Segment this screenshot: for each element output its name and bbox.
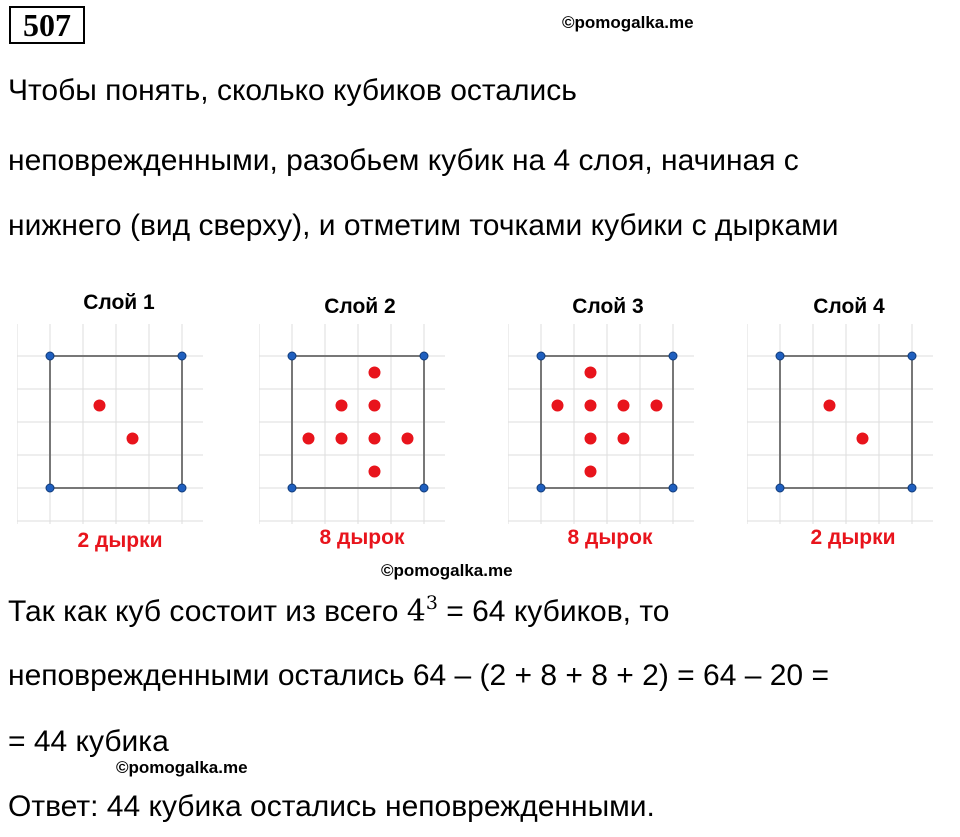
conclusion-line-2: неповрежденными остались 64 – (2 + 8 + 8 + 2) = 64 – 20 = <box>8 659 829 692</box>
corner-point <box>288 352 296 360</box>
corner-point <box>908 484 916 492</box>
corner-point <box>420 352 428 360</box>
corner-point <box>669 484 677 492</box>
hole-dot <box>303 433 315 445</box>
corner-point <box>288 484 296 492</box>
layer-2-title: Слой 2 <box>324 295 396 318</box>
hole-dot <box>585 433 597 445</box>
layer-3-grid <box>508 324 694 524</box>
corner-point <box>537 484 545 492</box>
corner-point <box>776 352 784 360</box>
hole-dot <box>369 400 381 412</box>
conclusion-line-1: Так как куб состоит из всего $4^3 = 64$ кубиков, то <box>8 592 670 629</box>
intro-line-1: Чтобы понять, сколько кубиков остались <box>8 74 577 107</box>
hole-dot <box>369 367 381 379</box>
layer-1-grid <box>17 324 203 524</box>
corner-point <box>669 352 677 360</box>
hole-dot <box>585 367 597 379</box>
layer-4-grid <box>747 324 933 524</box>
answer-line: Ответ: 44 кубика остались неповрежденными. <box>8 790 655 823</box>
layer-4-title: Слой 4 <box>813 295 885 318</box>
hole-dot <box>402 433 414 445</box>
corner-point <box>178 352 186 360</box>
conclusion-line-3: = 44 кубика <box>8 725 169 758</box>
hole-dot <box>369 466 381 478</box>
layer-1-title: Слой 1 <box>83 291 155 314</box>
watermark-bottom: ©pomogalka.me <box>116 758 248 777</box>
layer-1-holes: 2 дырки <box>77 529 163 552</box>
corner-point <box>420 484 428 492</box>
layer-2-grid <box>259 324 445 524</box>
hole-dot <box>94 400 106 412</box>
hole-dot <box>618 400 630 412</box>
intro-line-2: неповрежденными, разобьем кубик на 4 слоя, начиная с <box>8 144 799 177</box>
hole-dot <box>651 400 663 412</box>
layer-2-holes: 8 дырок <box>319 526 405 549</box>
power-exponent: 3 <box>425 592 438 614</box>
hole-dot <box>127 433 139 445</box>
corner-point <box>46 484 54 492</box>
problem-number: 507 <box>9 6 85 44</box>
hole-dot <box>336 433 348 445</box>
power-base: 4 <box>406 594 426 629</box>
layer-3-holes: 8 дырок <box>567 526 653 549</box>
corner-point <box>46 352 54 360</box>
hole-dot <box>618 433 630 445</box>
corner-point <box>776 484 784 492</box>
hole-dot <box>369 433 381 445</box>
watermark-top: ©pomogalka.me <box>562 13 694 32</box>
corner-point <box>908 352 916 360</box>
hole-dot <box>824 400 836 412</box>
hole-dot <box>585 466 597 478</box>
hole-dot <box>552 400 564 412</box>
hole-dot <box>336 400 348 412</box>
intro-line-3: нижнего (вид сверху), и отметим точками кубики с дырками <box>8 209 839 242</box>
layer-4-holes: 2 дырки <box>810 526 896 549</box>
hole-dot <box>585 400 597 412</box>
watermark-middle: ©pomogalka.me <box>381 561 513 580</box>
corner-point <box>178 484 186 492</box>
corner-point <box>537 352 545 360</box>
layer-3-title: Слой 3 <box>572 295 644 318</box>
hole-dot <box>857 433 869 445</box>
